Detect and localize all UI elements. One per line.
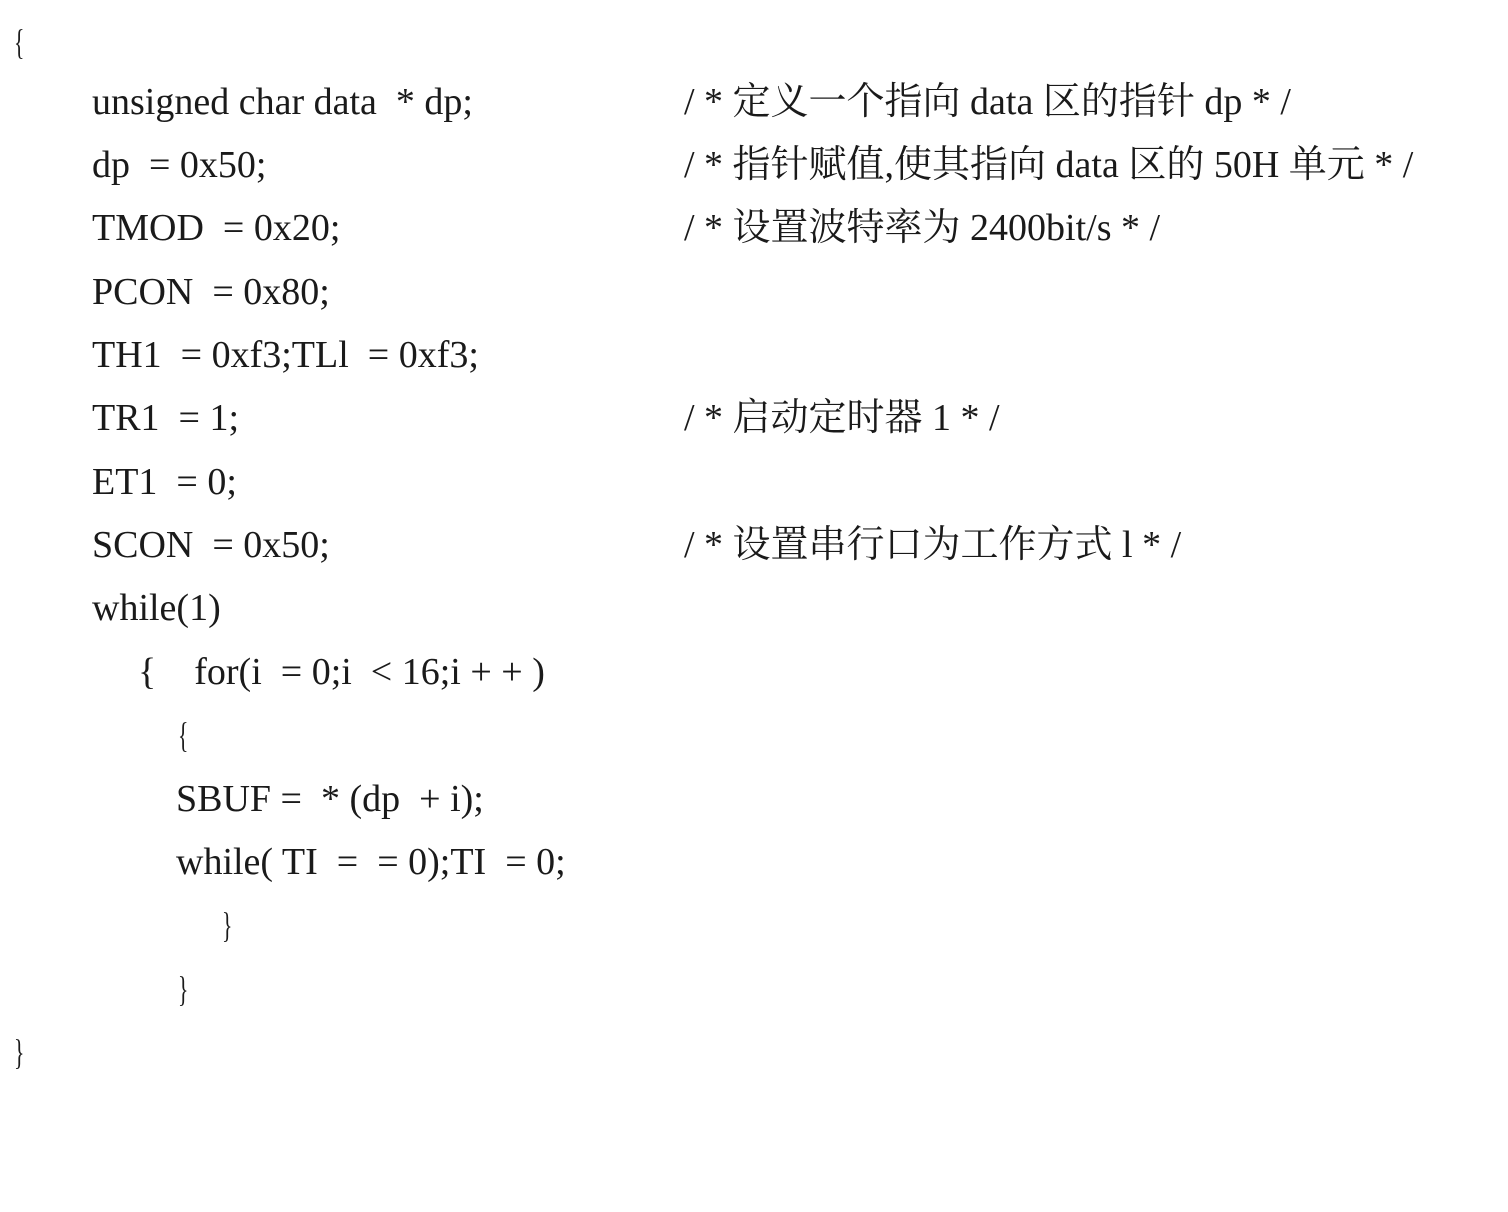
code-text: SCON = 0x50; bbox=[92, 524, 330, 566]
code-text: PCON = 0x80; bbox=[92, 271, 330, 313]
code-line bbox=[0, 893, 1508, 957]
code-text: TH1 = 0xf3;TLl = 0xf3; bbox=[92, 334, 479, 376]
code-text: unsigned char data * dp; bbox=[92, 81, 473, 123]
code-comment: / * 启动定时器 1 * / bbox=[684, 397, 1000, 439]
code-comment: / * 定义一个指向 data 区的指针 dp * / bbox=[684, 81, 1291, 123]
code-line bbox=[0, 70, 1508, 134]
code-line bbox=[0, 767, 1508, 831]
code-text: dp = 0x50; bbox=[92, 144, 267, 186]
code-line bbox=[0, 830, 1508, 894]
code-line bbox=[0, 386, 1508, 450]
code-text: TR1 = 1; bbox=[92, 397, 240, 439]
code-text: { bbox=[178, 715, 189, 755]
code-line bbox=[0, 513, 1508, 577]
code-line bbox=[0, 703, 1508, 767]
code-line bbox=[0, 640, 1508, 704]
code-text: } bbox=[178, 969, 189, 1009]
code-line bbox=[0, 323, 1508, 387]
code-text: { bbox=[14, 22, 25, 62]
code-text: ET1 = 0; bbox=[92, 461, 237, 503]
code-text: } bbox=[222, 905, 233, 945]
code-line bbox=[0, 260, 1508, 324]
code-line bbox=[0, 1020, 1508, 1084]
code-text: while( TI = = 0);TI = 0; bbox=[176, 841, 566, 883]
code-line bbox=[0, 133, 1508, 197]
code-text: SBUF = * (dp + i); bbox=[176, 778, 484, 820]
code-comment: / * 设置串行口为工作方式 l * / bbox=[684, 524, 1182, 566]
code-line bbox=[0, 957, 1508, 1021]
code-text: { for(i = 0;i < 16;i + + ) bbox=[138, 651, 545, 693]
code-comment: / * 设置波特率为 2400bit/s * / bbox=[684, 207, 1161, 249]
code-text: TMOD = 0x20; bbox=[92, 207, 341, 249]
code-comment: / * 指针赋值,使其指向 data 区的 50H 单元 * / bbox=[684, 144, 1414, 186]
code-text: while(1) bbox=[92, 587, 221, 629]
code-text: } bbox=[14, 1032, 25, 1072]
code-line bbox=[0, 450, 1508, 514]
code-line bbox=[0, 196, 1508, 260]
code-line bbox=[0, 10, 1508, 74]
code-line bbox=[0, 576, 1508, 640]
